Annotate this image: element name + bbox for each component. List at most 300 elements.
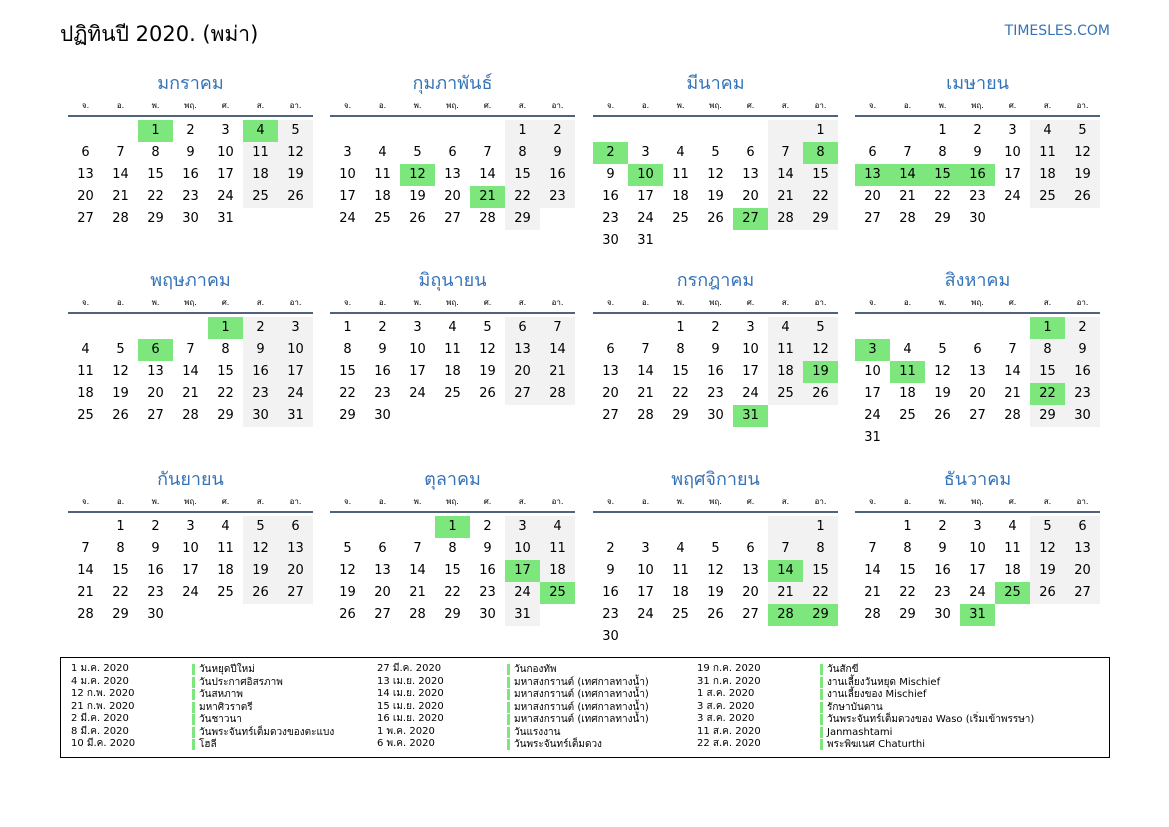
day-cell[interactable]: 22 — [147, 189, 164, 204]
day-cell[interactable]: 12 — [400, 164, 435, 186]
day-cell[interactable]: 27 — [602, 408, 619, 423]
day-cell[interactable]: 15 — [803, 560, 838, 582]
day-cell[interactable]: 9 — [151, 541, 160, 556]
day-cell[interactable]: 7 — [1008, 342, 1017, 357]
day-cell[interactable]: 29 — [803, 208, 838, 230]
day-cell[interactable]: 31 — [864, 430, 881, 445]
day-cell[interactable]: 19 — [803, 361, 838, 383]
day-cell[interactable]: 27 — [444, 211, 461, 226]
day-cell[interactable]: 5 — [116, 342, 125, 357]
day-cell[interactable]: 8 — [938, 145, 947, 160]
day-cell[interactable]: 30 — [147, 607, 164, 622]
day-cell[interactable]: 3 — [186, 519, 195, 534]
day-cell[interactable]: 2 — [243, 317, 278, 339]
day-cell[interactable]: 17 — [505, 560, 540, 582]
day-cell[interactable]: 23 — [374, 386, 391, 401]
day-cell[interactable]: 5 — [938, 342, 947, 357]
day-cell[interactable]: 30 — [182, 211, 199, 226]
day-cell[interactable]: 1 — [138, 120, 173, 142]
day-cell[interactable]: 5 — [803, 317, 838, 339]
day-cell[interactable]: 25 — [374, 211, 391, 226]
day-cell[interactable]: 12 — [278, 142, 313, 164]
day-cell[interactable]: 1 — [803, 516, 838, 538]
day-cell[interactable]: 26 — [934, 408, 951, 423]
day-cell[interactable]: 18 — [672, 189, 689, 204]
day-cell[interactable]: 22 — [444, 585, 461, 600]
day-cell[interactable]: 7 — [81, 541, 90, 556]
day-cell[interactable]: 1 — [116, 519, 125, 534]
day-cell[interactable]: 3 — [1008, 123, 1017, 138]
day-cell[interactable]: 13 — [969, 364, 986, 379]
day-cell[interactable]: 19 — [707, 189, 724, 204]
day-cell[interactable]: 15 — [112, 563, 129, 578]
day-cell[interactable]: 24 — [637, 211, 654, 226]
day-cell[interactable]: 4 — [676, 145, 685, 160]
day-cell[interactable]: 4 — [768, 317, 803, 339]
day-cell[interactable]: 27 — [505, 383, 540, 405]
day-cell[interactable]: 15 — [899, 563, 916, 578]
day-cell[interactable]: 24 — [505, 582, 540, 604]
day-cell[interactable]: 24 — [182, 585, 199, 600]
day-cell[interactable]: 18 — [1004, 563, 1021, 578]
day-cell[interactable]: 23 — [243, 383, 278, 405]
day-cell[interactable]: 6 — [606, 342, 615, 357]
day-cell[interactable]: 16 — [707, 364, 724, 379]
day-cell[interactable]: 31 — [733, 405, 768, 427]
day-cell[interactable]: 4 — [1008, 519, 1017, 534]
day-cell[interactable]: 29 — [934, 211, 951, 226]
day-cell[interactable]: 6 — [746, 541, 755, 556]
day-cell[interactable]: 29 — [112, 607, 129, 622]
day-cell[interactable]: 14 — [77, 563, 94, 578]
day-cell[interactable]: 18 — [243, 164, 278, 186]
day-cell[interactable]: 7 — [768, 142, 803, 164]
day-cell[interactable]: 24 — [217, 189, 234, 204]
day-cell[interactable]: 27 — [742, 607, 759, 622]
day-cell[interactable]: 14 — [479, 167, 496, 182]
day-cell[interactable]: 1 — [803, 120, 838, 142]
day-cell[interactable]: 13 — [374, 563, 391, 578]
day-cell[interactable]: 23 — [602, 607, 619, 622]
day-cell[interactable]: 26 — [1065, 186, 1100, 208]
day-cell[interactable]: 20 — [505, 361, 540, 383]
day-cell[interactable]: 27 — [864, 211, 881, 226]
day-cell[interactable]: 23 — [934, 585, 951, 600]
day-cell[interactable]: 30 — [374, 408, 391, 423]
day-cell[interactable]: 3 — [278, 317, 313, 339]
day-cell[interactable]: 30 — [934, 607, 951, 622]
day-cell[interactable]: 14 — [890, 164, 925, 186]
day-cell[interactable]: 21 — [112, 189, 129, 204]
day-cell[interactable]: 9 — [606, 563, 615, 578]
day-cell[interactable]: 28 — [768, 604, 803, 626]
day-cell[interactable]: 26 — [243, 582, 278, 604]
day-cell[interactable]: 24 — [1004, 189, 1021, 204]
day-cell[interactable]: 15 — [672, 364, 689, 379]
day-cell[interactable]: 26 — [409, 211, 426, 226]
day-cell[interactable]: 29 — [505, 208, 540, 230]
day-cell[interactable]: 7 — [903, 145, 912, 160]
day-cell[interactable]: 1 — [505, 120, 540, 142]
day-cell[interactable]: 19 — [112, 386, 129, 401]
day-cell[interactable]: 23 — [147, 585, 164, 600]
day-cell[interactable]: 11 — [540, 538, 575, 560]
day-cell[interactable]: 17 — [637, 189, 654, 204]
day-cell[interactable]: 13 — [147, 364, 164, 379]
day-cell[interactable]: 19 — [707, 585, 724, 600]
day-cell[interactable]: 2 — [1065, 317, 1100, 339]
day-cell[interactable]: 20 — [278, 560, 313, 582]
day-cell[interactable]: 28 — [409, 607, 426, 622]
day-cell[interactable]: 26 — [1030, 582, 1065, 604]
day-cell[interactable]: 10 — [182, 541, 199, 556]
day-cell[interactable]: 4 — [221, 519, 230, 534]
day-cell[interactable]: 28 — [112, 211, 129, 226]
day-cell[interactable]: 9 — [243, 339, 278, 361]
day-cell[interactable]: 22 — [672, 386, 689, 401]
day-cell[interactable]: 26 — [803, 383, 838, 405]
day-cell[interactable]: 19 — [1065, 164, 1100, 186]
day-cell[interactable]: 25 — [899, 408, 916, 423]
day-cell[interactable]: 11 — [890, 361, 925, 383]
day-cell[interactable]: 1 — [676, 320, 685, 335]
day-cell[interactable]: 22 — [1030, 383, 1065, 405]
day-cell[interactable]: 17 — [182, 563, 199, 578]
day-cell[interactable]: 24 — [742, 386, 759, 401]
day-cell[interactable]: 25 — [768, 383, 803, 405]
day-cell[interactable]: 21 — [768, 186, 803, 208]
day-cell[interactable]: 17 — [742, 364, 759, 379]
day-cell[interactable]: 26 — [278, 186, 313, 208]
day-cell[interactable]: 13 — [1065, 538, 1100, 560]
day-cell[interactable]: 24 — [637, 607, 654, 622]
day-cell[interactable]: 1 — [903, 519, 912, 534]
day-cell[interactable]: 23 — [969, 189, 986, 204]
day-cell[interactable]: 8 — [676, 342, 685, 357]
day-cell[interactable]: 12 — [1065, 142, 1100, 164]
day-cell[interactable]: 29 — [217, 408, 234, 423]
day-cell[interactable]: 20 — [374, 585, 391, 600]
day-cell[interactable]: 31 — [217, 211, 234, 226]
day-cell[interactable]: 8 — [343, 342, 352, 357]
day-cell[interactable]: 18 — [768, 361, 803, 383]
day-cell[interactable]: 2 — [540, 120, 575, 142]
day-cell[interactable]: 4 — [448, 320, 457, 335]
day-cell[interactable]: 11 — [672, 563, 689, 578]
day-cell[interactable]: 25 — [444, 386, 461, 401]
day-cell[interactable]: 11 — [768, 339, 803, 361]
day-cell[interactable]: 21 — [768, 582, 803, 604]
day-cell[interactable]: 25 — [672, 211, 689, 226]
day-cell[interactable]: 10 — [637, 563, 654, 578]
day-cell[interactable]: 26 — [479, 386, 496, 401]
day-cell[interactable]: 12 — [1030, 538, 1065, 560]
day-cell[interactable]: 23 — [540, 186, 575, 208]
day-cell[interactable]: 9 — [1065, 339, 1100, 361]
day-cell[interactable]: 20 — [742, 189, 759, 204]
day-cell[interactable]: 3 — [641, 541, 650, 556]
day-cell[interactable]: 13 — [278, 538, 313, 560]
day-cell[interactable]: 16 — [479, 563, 496, 578]
day-cell[interactable]: 7 — [868, 541, 877, 556]
day-cell[interactable]: 19 — [479, 364, 496, 379]
day-cell[interactable]: 25 — [217, 585, 234, 600]
day-cell[interactable]: 11 — [444, 342, 461, 357]
day-cell[interactable]: 27 — [278, 582, 313, 604]
day-cell[interactable]: 8 — [803, 142, 838, 164]
day-cell[interactable]: 22 — [803, 582, 838, 604]
day-cell[interactable]: 30 — [602, 233, 619, 248]
day-cell[interactable]: 15 — [803, 164, 838, 186]
day-cell[interactable]: 15 — [925, 164, 960, 186]
day-cell[interactable]: 22 — [339, 386, 356, 401]
day-cell[interactable]: 17 — [409, 364, 426, 379]
day-cell[interactable]: 7 — [186, 342, 195, 357]
day-cell[interactable]: 12 — [479, 342, 496, 357]
day-cell[interactable]: 18 — [899, 386, 916, 401]
day-cell[interactable]: 11 — [243, 142, 278, 164]
day-cell[interactable]: 24 — [278, 383, 313, 405]
day-cell[interactable]: 19 — [934, 386, 951, 401]
day-cell[interactable]: 20 — [864, 189, 881, 204]
day-cell[interactable]: 8 — [221, 342, 230, 357]
day-cell[interactable]: 10 — [864, 364, 881, 379]
day-cell[interactable]: 9 — [540, 142, 575, 164]
day-cell[interactable]: 6 — [868, 145, 877, 160]
day-cell[interactable]: 6 — [505, 317, 540, 339]
day-cell[interactable]: 7 — [540, 317, 575, 339]
day-cell[interactable]: 21 — [637, 386, 654, 401]
day-cell[interactable]: 8 — [903, 541, 912, 556]
day-cell[interactable]: 21 — [77, 585, 94, 600]
day-cell[interactable]: 24 — [969, 585, 986, 600]
day-cell[interactable]: 21 — [864, 585, 881, 600]
day-cell[interactable]: 15 — [217, 364, 234, 379]
day-cell[interactable]: 4 — [903, 342, 912, 357]
day-cell[interactable]: 11 — [1004, 541, 1021, 556]
day-cell[interactable]: 12 — [112, 364, 129, 379]
day-cell[interactable]: 2 — [973, 123, 982, 138]
day-cell[interactable]: 29 — [444, 607, 461, 622]
day-cell[interactable]: 6 — [973, 342, 982, 357]
day-cell[interactable]: 23 — [707, 386, 724, 401]
day-cell[interactable]: 20 — [969, 386, 986, 401]
day-cell[interactable]: 6 — [81, 145, 90, 160]
day-cell[interactable]: 2 — [593, 142, 628, 164]
day-cell[interactable]: 16 — [1065, 361, 1100, 383]
day-cell[interactable]: 10 — [742, 342, 759, 357]
day-cell[interactable]: 16 — [540, 164, 575, 186]
day-cell[interactable]: 14 — [637, 364, 654, 379]
day-cell[interactable]: 7 — [768, 538, 803, 560]
day-cell[interactable]: 26 — [707, 211, 724, 226]
day-cell[interactable]: 10 — [217, 145, 234, 160]
day-cell[interactable]: 13 — [855, 164, 890, 186]
day-cell[interactable]: 20 — [742, 585, 759, 600]
day-cell[interactable]: 11 — [217, 541, 234, 556]
day-cell[interactable]: 14 — [409, 563, 426, 578]
day-cell[interactable]: 21 — [470, 186, 505, 208]
day-cell[interactable]: 29 — [339, 408, 356, 423]
day-cell[interactable]: 18 — [217, 563, 234, 578]
day-cell[interactable]: 10 — [1004, 145, 1021, 160]
day-cell[interactable]: 3 — [505, 516, 540, 538]
day-cell[interactable]: 12 — [707, 563, 724, 578]
day-cell[interactable]: 3 — [221, 123, 230, 138]
day-cell[interactable]: 1 — [1030, 317, 1065, 339]
day-cell[interactable]: 26 — [707, 607, 724, 622]
day-cell[interactable]: 14 — [540, 339, 575, 361]
day-cell[interactable]: 12 — [243, 538, 278, 560]
day-cell[interactable]: 4 — [378, 145, 387, 160]
day-cell[interactable]: 11 — [672, 167, 689, 182]
day-cell[interactable]: 8 — [116, 541, 125, 556]
day-cell[interactable]: 4 — [81, 342, 90, 357]
day-cell[interactable]: 19 — [409, 189, 426, 204]
day-cell[interactable]: 24 — [409, 386, 426, 401]
day-cell[interactable]: 10 — [969, 541, 986, 556]
day-cell[interactable]: 30 — [969, 211, 986, 226]
day-cell[interactable]: 6 — [138, 339, 173, 361]
day-cell[interactable]: 5 — [278, 120, 313, 142]
day-cell[interactable]: 10 — [278, 339, 313, 361]
day-cell[interactable]: 18 — [374, 189, 391, 204]
day-cell[interactable]: 6 — [746, 145, 755, 160]
day-cell[interactable]: 12 — [339, 563, 356, 578]
day-cell[interactable]: 13 — [742, 167, 759, 182]
day-cell[interactable]: 18 — [540, 560, 575, 582]
day-cell[interactable]: 30 — [602, 629, 619, 644]
day-cell[interactable]: 13 — [505, 339, 540, 361]
day-cell[interactable]: 10 — [409, 342, 426, 357]
day-cell[interactable]: 21 — [899, 189, 916, 204]
day-cell[interactable]: 26 — [112, 408, 129, 423]
day-cell[interactable]: 30 — [243, 405, 278, 427]
day-cell[interactable]: 21 — [1004, 386, 1021, 401]
day-cell[interactable]: 1 — [208, 317, 243, 339]
day-cell[interactable]: 14 — [768, 560, 803, 582]
day-cell[interactable]: 8 — [151, 145, 160, 160]
day-cell[interactable]: 29 — [803, 604, 838, 626]
day-cell[interactable]: 16 — [602, 189, 619, 204]
day-cell[interactable]: 27 — [1065, 582, 1100, 604]
day-cell[interactable]: 31 — [278, 405, 313, 427]
day-cell[interactable]: 5 — [711, 145, 720, 160]
day-cell[interactable]: 18 — [1030, 164, 1065, 186]
day-cell[interactable]: 3 — [641, 145, 650, 160]
day-cell[interactable]: 16 — [243, 361, 278, 383]
day-cell[interactable]: 20 — [444, 189, 461, 204]
day-cell[interactable]: 7 — [413, 541, 422, 556]
day-cell[interactable]: 3 — [746, 320, 755, 335]
day-cell[interactable]: 5 — [343, 541, 352, 556]
day-cell[interactable]: 8 — [1030, 339, 1065, 361]
day-cell[interactable]: 4 — [540, 516, 575, 538]
day-cell[interactable]: 27 — [374, 607, 391, 622]
day-cell[interactable]: 1 — [343, 320, 352, 335]
day-cell[interactable]: 2 — [711, 320, 720, 335]
day-cell[interactable]: 11 — [77, 364, 94, 379]
day-cell[interactable]: 19 — [1030, 560, 1065, 582]
day-cell[interactable]: 13 — [602, 364, 619, 379]
day-cell[interactable]: 25 — [540, 582, 575, 604]
day-cell[interactable]: 10 — [505, 538, 540, 560]
day-cell[interactable]: 9 — [711, 342, 720, 357]
day-cell[interactable]: 13 — [77, 167, 94, 182]
day-cell[interactable]: 22 — [803, 186, 838, 208]
day-cell[interactable]: 28 — [864, 607, 881, 622]
day-cell[interactable]: 8 — [505, 142, 540, 164]
day-cell[interactable]: 7 — [116, 145, 125, 160]
day-cell[interactable]: 28 — [182, 408, 199, 423]
day-cell[interactable]: 27 — [969, 408, 986, 423]
day-cell[interactable]: 16 — [182, 167, 199, 182]
day-cell[interactable]: 5 — [1030, 516, 1065, 538]
day-cell[interactable]: 9 — [606, 167, 615, 182]
day-cell[interactable]: 20 — [77, 189, 94, 204]
day-cell[interactable]: 3 — [413, 320, 422, 335]
day-cell[interactable]: 23 — [479, 585, 496, 600]
day-cell[interactable]: 13 — [742, 563, 759, 578]
day-cell[interactable]: 7 — [483, 145, 492, 160]
day-cell[interactable]: 29 — [672, 408, 689, 423]
day-cell[interactable]: 9 — [938, 541, 947, 556]
day-cell[interactable]: 5 — [711, 541, 720, 556]
day-cell[interactable]: 22 — [217, 386, 234, 401]
day-cell[interactable]: 24 — [864, 408, 881, 423]
day-cell[interactable]: 16 — [602, 585, 619, 600]
day-cell[interactable]: 23 — [1065, 383, 1100, 405]
day-cell[interactable]: 28 — [899, 211, 916, 226]
day-cell[interactable]: 26 — [339, 607, 356, 622]
day-cell[interactable]: 6 — [378, 541, 387, 556]
day-cell[interactable]: 9 — [378, 342, 387, 357]
day-cell[interactable]: 15 — [444, 563, 461, 578]
day-cell[interactable]: 17 — [969, 563, 986, 578]
day-cell[interactable]: 29 — [147, 211, 164, 226]
day-cell[interactable]: 28 — [1004, 408, 1021, 423]
day-cell[interactable]: 27 — [733, 208, 768, 230]
day-cell[interactable]: 14 — [112, 167, 129, 182]
day-cell[interactable]: 22 — [899, 585, 916, 600]
day-cell[interactable]: 12 — [934, 364, 951, 379]
day-cell[interactable]: 19 — [243, 560, 278, 582]
day-cell[interactable]: 5 — [1065, 120, 1100, 142]
day-cell[interactable]: 5 — [243, 516, 278, 538]
day-cell[interactable]: 3 — [973, 519, 982, 534]
day-cell[interactable]: 15 — [1030, 361, 1065, 383]
day-cell[interactable]: 8 — [448, 541, 457, 556]
site-brand-link[interactable]: TIMESLES.COM — [1004, 23, 1110, 39]
day-cell[interactable]: 31 — [637, 233, 654, 248]
day-cell[interactable]: 18 — [444, 364, 461, 379]
day-cell[interactable]: 15 — [505, 164, 540, 186]
day-cell[interactable]: 17 — [1004, 167, 1021, 182]
day-cell[interactable]: 29 — [899, 607, 916, 622]
day-cell[interactable]: 27 — [77, 211, 94, 226]
day-cell[interactable]: 4 — [676, 541, 685, 556]
day-cell[interactable]: 8 — [803, 538, 838, 560]
day-cell[interactable]: 2 — [151, 519, 160, 534]
day-cell[interactable]: 14 — [1004, 364, 1021, 379]
day-cell[interactable]: 13 — [444, 167, 461, 182]
day-cell[interactable]: 25 — [77, 408, 94, 423]
day-cell[interactable]: 30 — [707, 408, 724, 423]
day-cell[interactable]: 22 — [112, 585, 129, 600]
day-cell[interactable]: 6 — [1065, 516, 1100, 538]
day-cell[interactable]: 16 — [934, 563, 951, 578]
day-cell[interactable]: 16 — [374, 364, 391, 379]
